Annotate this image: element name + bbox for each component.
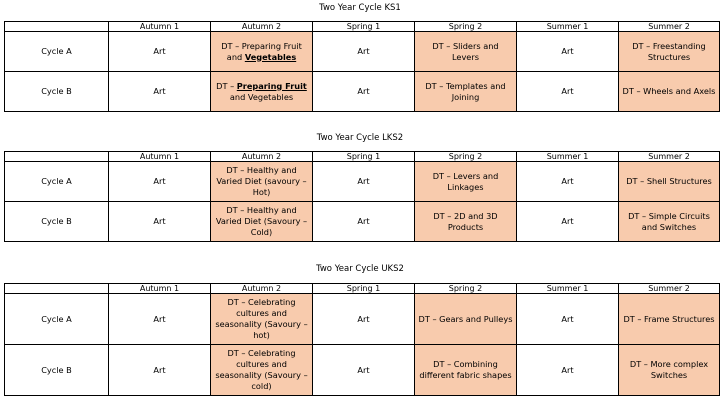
cell-summer1: Art bbox=[517, 32, 619, 72]
header-spring1: Spring 1 bbox=[313, 284, 415, 294]
header-summer2: Summer 2 bbox=[619, 152, 720, 162]
cell-spring1: Art bbox=[313, 72, 415, 112]
cell-autumn1: Art bbox=[109, 345, 211, 396]
row-label: Cycle B bbox=[5, 345, 109, 396]
cell-spring2: DT – 2D and 3D Products bbox=[415, 202, 517, 242]
header-autumn2: Autumn 2 bbox=[211, 22, 313, 32]
header-summer2: Summer 2 bbox=[619, 284, 720, 294]
cell-autumn2: DT – Healthy and Varied Diet (Savoury – Cold) bbox=[211, 202, 313, 242]
section-title-ks1: Two Year Cycle KS1 bbox=[319, 3, 401, 13]
header-row bbox=[5, 284, 720, 294]
cell-autumn1: Art bbox=[109, 72, 211, 112]
cell-underlined-text: Preparing Fruit bbox=[236, 80, 307, 91]
header-autumn2: Autumn 2 bbox=[211, 152, 313, 162]
header-summer1: Summer 1 bbox=[517, 152, 619, 162]
cell-summer2: DT – Simple Circuits and Switches bbox=[619, 202, 720, 242]
header-spring1: Spring 1 bbox=[313, 22, 415, 32]
header-spring1: Spring 1 bbox=[313, 152, 415, 162]
cell-summer1: Art bbox=[517, 72, 619, 112]
cell-summer1: Art bbox=[517, 162, 619, 202]
cell-autumn1: Art bbox=[109, 162, 211, 202]
cell-summer2: DT – Wheels and Axels bbox=[619, 72, 720, 112]
header-autumn2: Autumn 2 bbox=[211, 284, 313, 294]
cell-summer1: Art bbox=[517, 202, 619, 242]
timetable-uks2 bbox=[4, 283, 720, 396]
table-row bbox=[5, 202, 720, 242]
table-row bbox=[5, 294, 720, 345]
row-label: Cycle A bbox=[5, 162, 109, 202]
header-summer1: Summer 1 bbox=[517, 284, 619, 294]
cell-text: DT – Preparing Fruit and bbox=[221, 40, 302, 62]
header-cell-empty bbox=[5, 152, 109, 162]
cell-spring2: DT – Levers and Linkages bbox=[415, 162, 517, 202]
cell-spring1: Art bbox=[313, 345, 415, 396]
row-label: Cycle A bbox=[5, 294, 109, 345]
timetable-lks2 bbox=[4, 151, 720, 242]
header-spring2: Spring 2 bbox=[415, 284, 517, 294]
cell-summer2: DT – Shell Structures bbox=[619, 162, 720, 202]
row-label: Cycle A bbox=[5, 32, 109, 72]
header-cell-empty bbox=[5, 22, 109, 32]
header-spring2: Spring 2 bbox=[415, 22, 517, 32]
cell-spring2: DT – Combining different fabric shapes bbox=[415, 345, 517, 396]
section-title-uks2: Two Year Cycle UKS2 bbox=[316, 264, 404, 274]
timetable-ks1 bbox=[4, 21, 720, 112]
cell-spring2: DT – Sliders and Levers bbox=[415, 32, 517, 72]
cell-spring1: Art bbox=[313, 202, 415, 242]
cell-summer2: DT – More complex Switches bbox=[619, 345, 720, 396]
header-autumn1: Autumn 1 bbox=[109, 152, 211, 162]
table-row bbox=[5, 345, 720, 396]
table-row bbox=[5, 32, 720, 72]
cell-autumn2: DT – Healthy and Varied Diet (savoury – Hot) bbox=[211, 162, 313, 202]
header-autumn1: Autumn 1 bbox=[109, 22, 211, 32]
cell-autumn2 bbox=[211, 72, 313, 112]
table-row bbox=[5, 72, 720, 112]
cell-summer2: DT – Freestanding Structures bbox=[619, 32, 720, 72]
cell-spring2: DT – Gears and Pulleys bbox=[415, 294, 517, 345]
header-cell-empty bbox=[5, 284, 109, 294]
cell-autumn2 bbox=[211, 32, 313, 72]
header-summer1: Summer 1 bbox=[517, 22, 619, 32]
cell-summer1: Art bbox=[517, 294, 619, 345]
row-label: Cycle B bbox=[5, 202, 109, 242]
cell-autumn1: Art bbox=[109, 202, 211, 242]
cell-autumn2: DT – Celebrating cultures and seasonality (Savoury – cold) bbox=[211, 345, 313, 396]
cell-summer2: DT – Frame Structures bbox=[619, 294, 720, 345]
cell-spring1: Art bbox=[313, 294, 415, 345]
cell-spring1: Art bbox=[313, 32, 415, 72]
section-title-lks2: Two Year Cycle LKS2 bbox=[316, 133, 404, 143]
header-autumn1: Autumn 1 bbox=[109, 284, 211, 294]
header-row bbox=[5, 22, 720, 32]
cell-summer1: Art bbox=[517, 345, 619, 396]
table-row bbox=[5, 162, 720, 202]
cell-spring2: DT – Templates and Joining bbox=[415, 72, 517, 112]
cell-underlined-text: Vegetables bbox=[244, 51, 297, 62]
header-row bbox=[5, 152, 720, 162]
header-summer2: Summer 2 bbox=[619, 22, 720, 32]
cell-text: and Vegetables bbox=[229, 91, 294, 102]
row-label: Cycle B bbox=[5, 72, 109, 112]
header-spring2: Spring 2 bbox=[415, 152, 517, 162]
cell-spring1: Art bbox=[313, 162, 415, 202]
cell-text: DT – bbox=[216, 80, 237, 91]
cell-autumn1: Art bbox=[109, 32, 211, 72]
cell-autumn1: Art bbox=[109, 294, 211, 345]
cell-autumn2: DT – Celebrating cultures and seasonality (Savoury – hot) bbox=[211, 294, 313, 345]
